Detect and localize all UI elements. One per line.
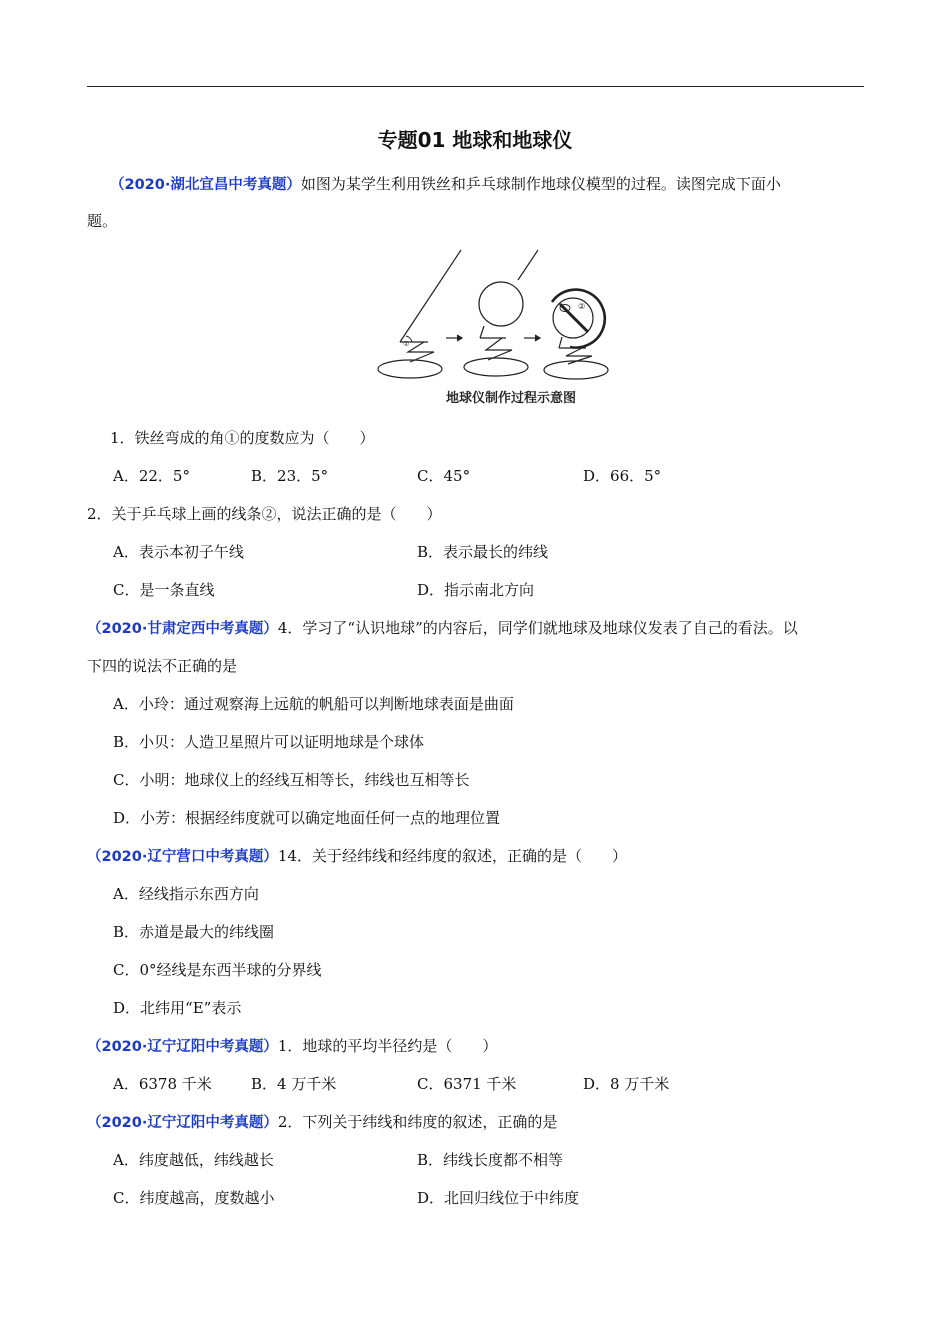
question-6-source: （2020·辽宁辽阳中考真题） (87, 1115, 278, 1131)
question-4-stem: （2020·辽宁营口中考真题）14．关于经纬线和经纬度的叙述，正确的是（ ） (87, 847, 627, 865)
question-5-option-b: B．4 万千米 (251, 1075, 337, 1093)
question-6-stem: （2020·辽宁辽阳中考真题）2．下列关于纬线和纬度的叙述，正确的是 (87, 1113, 558, 1131)
question-5-source: （2020·辽宁辽阳中考真题） (87, 1039, 278, 1055)
question-3-stem-cont: 下四的说法不正确的是 (87, 657, 238, 675)
question-4-option-a: A．经线指示东西方向 (113, 885, 259, 903)
question-5-option-d: D．8 万千米 (583, 1075, 670, 1093)
question-4-source: （2020·辽宁营口中考真题） (87, 849, 278, 865)
angle-label: ① (403, 340, 410, 348)
question-1-option-b: B．23．5° (251, 467, 329, 485)
question-1-option-c: C．45° (417, 467, 471, 485)
line-label: ② (578, 302, 586, 311)
question-3-option-c: C．小明：地球仪上的经线互相等长，纬线也互相等长 (113, 771, 470, 789)
question-4-option-d: D．北纬用“E”表示 (113, 999, 242, 1017)
globe-making-figure (366, 246, 616, 411)
question-6-option-b: B．纬线长度都不相等 (417, 1151, 564, 1169)
question-4-option-b: B．赤道是最大的纬线圈 (113, 923, 275, 941)
question-3-stem: （2020·甘肃定西中考真题）4．学习了“认识地球”的内容后，同学们就地球及地球仪发表了自己的看法。以 (87, 619, 798, 637)
header-rule (87, 86, 864, 87)
question-4-option-c: C．0°经线是东西半球的分界线 (113, 961, 322, 979)
question-1-stem: 1．铁丝弯成的角①的度数应为（ ） (110, 429, 375, 447)
question-1-option-a: A．22．5° (113, 467, 190, 485)
question-5-option-a: A．6378 千米 (113, 1075, 212, 1093)
question-2-stem: 2．关于乒乓球上画的线条②，说法正确的是（ ） (87, 505, 442, 523)
question-3-option-d: D．小芳：根据经纬度就可以确定地面任何一点的地理位置 (113, 809, 501, 827)
question-2-option-c: C．是一条直线 (113, 581, 215, 599)
question-2-option-d: D．指示南北方向 (417, 581, 535, 599)
question-5-stem: （2020·辽宁辽阳中考真题）1．地球的平均半径约是（ ） (87, 1037, 498, 1055)
question-2-option-b: B．表示最长的纬线 (417, 543, 549, 561)
question-3-option-b: B．小贝：人造卫星照片可以证明地球是个球体 (113, 733, 425, 751)
question-3-option-a: A．小玲：通过观察海上远航的帆船可以判断地球表面是曲面 (113, 695, 514, 713)
intro-text: 如图为某学生利用铁丝和乒乓球制作地球仪模型的过程。读图完成下面小 (300, 175, 781, 193)
intro-line-1 (110, 174, 781, 195)
question-2-option-a: A．表示本初子午线 (113, 543, 244, 561)
question-6-option-a: A．纬度越低，纬线越长 (113, 1151, 274, 1169)
intro-source: （2020·湖北宜昌中考真题） (110, 177, 301, 193)
question-6-option-d: D．北回归线位于中纬度 (417, 1189, 580, 1207)
question-1-option-d: D．66．5° (583, 467, 662, 485)
question-6-option-c: C．纬度越高，度数越小 (113, 1189, 275, 1207)
figure-caption: 地球仪制作过程示意图 (446, 391, 577, 406)
question-5-option-c: C．6371 千米 (417, 1075, 517, 1093)
question-3-source: （2020·甘肃定西中考真题） (87, 621, 278, 637)
page-title: 专题01 地球和地球仪 (377, 128, 573, 152)
intro-text-cont: 题。 (87, 212, 118, 230)
